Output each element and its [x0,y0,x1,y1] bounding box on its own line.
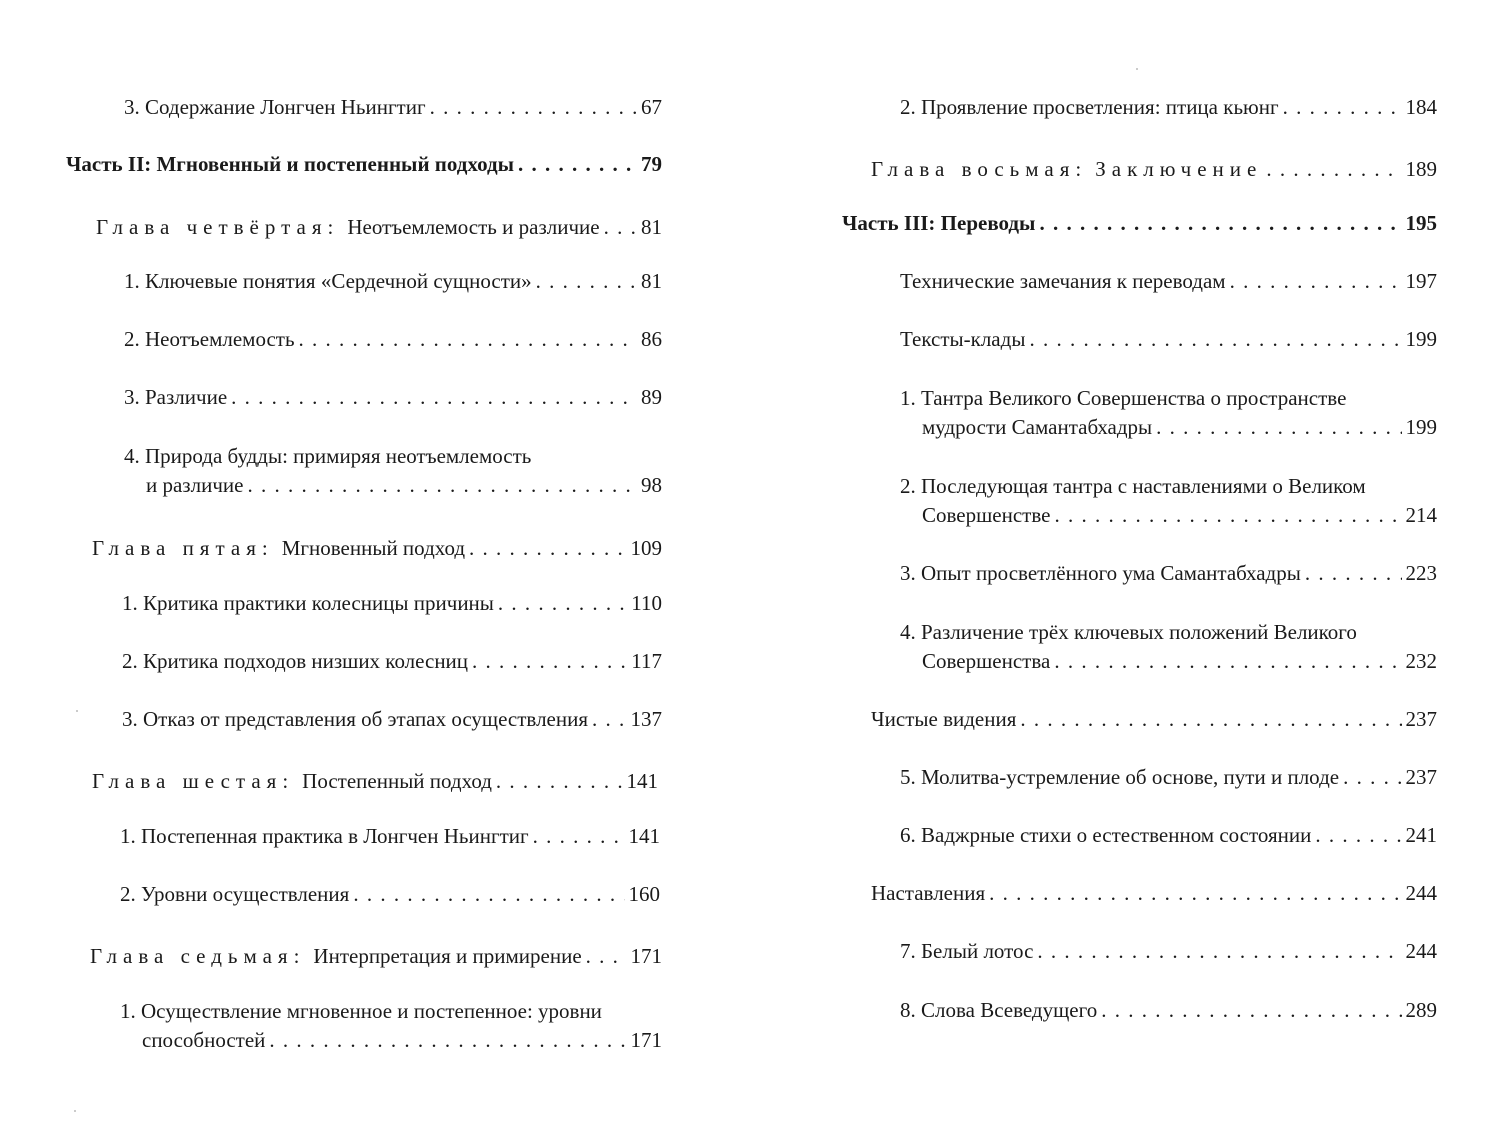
dot-leader [592,705,627,734]
dot-leader [231,383,637,412]
toc-entry[interactable] [900,996,1437,1025]
right-page [750,0,1500,1124]
dot-leader [1315,821,1401,850]
entry-title: 2. Критика подходов низших колесниц [122,649,469,673]
dot-leader [1230,267,1402,296]
part-title: Часть II: Мгновенный и постепенный подходы [66,152,515,176]
chapter-label: Глава шестая: [92,769,295,793]
toc-entry[interactable] [120,822,660,851]
page-number: 117 [631,649,662,673]
dot-leader [1266,155,1401,184]
toc-entry[interactable] [900,559,1437,588]
page-number: 98 [641,473,662,497]
entry-title-line: 1. Осуществление мгновенное и постепенное: уровни [120,999,602,1023]
toc-chapter-entry[interactable] [871,155,1437,184]
part-title: Часть III: Переводы [842,211,1036,235]
dot-leader [1156,413,1401,442]
dot-leader [1343,763,1401,792]
toc-part-entry[interactable] [842,209,1437,238]
dot-leader [472,647,627,676]
toc-entry[interactable] [900,937,1437,966]
page-number: 232 [1405,649,1437,673]
entry-title: 6. Ваджрные стихи о естественном состоянии [900,823,1312,847]
entry-title: Тексты-клады [900,327,1026,351]
toc-chapter-entry[interactable] [90,942,662,971]
toc-entry[interactable] [124,442,662,500]
dot-leader [247,471,637,500]
section-title: Чистые видения [871,707,1017,731]
entry-title-continuation: способностей [142,1028,266,1052]
dot-leader [1029,325,1401,354]
page-number: 81 [641,269,662,293]
page-number: 289 [1405,998,1437,1022]
dot-leader [536,267,637,296]
page-number: 171 [630,1028,662,1052]
chapter-label: Глава четвёртая: [96,215,340,239]
dot-leader [1039,209,1401,238]
entry-title: 1. Постепенная практика в Лонгчен Ньингтиг [120,824,529,848]
toc-entry[interactable] [900,472,1437,530]
dot-leader [518,150,637,179]
toc-chapter-entry[interactable] [92,534,662,563]
page-number: 160 [628,882,660,906]
dot-leader [1101,996,1401,1025]
toc-chapter-entry[interactable] [92,767,658,796]
page-number: 110 [631,591,662,615]
toc-entry[interactable] [124,383,662,412]
section-title: Наставления [871,881,986,905]
dot-leader [269,1026,626,1055]
page-number: 244 [1405,939,1437,963]
entry-title: 2. Неотъемлемость [124,327,295,351]
chapter-title: Заключение [1095,157,1263,181]
toc-entry[interactable] [122,647,662,676]
toc-entry[interactable] [900,325,1437,354]
toc-entry[interactable] [900,821,1437,850]
entry-title-line: 4. Природа будды: примиряя неотъемлемость [124,444,532,468]
dot-leader [430,93,637,122]
page-number: 137 [630,707,662,731]
dot-leader [533,822,625,851]
page-number: 197 [1405,269,1437,293]
chapter-label: Глава пятая: [92,536,274,560]
entry-title: 2. Проявление просветления: птица кьюнг [900,95,1279,119]
toc-entry[interactable] [900,763,1437,792]
entry-title: 3. Содержание Лонгчен Ньингтиг [124,95,426,119]
page-number: 241 [1405,823,1437,847]
toc-entry[interactable] [900,267,1437,296]
toc-entry[interactable] [900,618,1437,676]
page-number: 214 [1405,503,1437,527]
page-number: 199 [1405,415,1437,439]
page-number: 199 [1405,327,1437,351]
dot-leader [604,213,637,242]
page-number: 237 [1405,765,1437,789]
page-number: 195 [1405,211,1437,235]
dot-leader [299,325,637,354]
toc-section-entry[interactable] [871,879,1437,908]
page-number: 189 [1405,157,1437,181]
toc-entry[interactable] [124,267,662,296]
page-number: 81 [641,215,662,239]
chapter-title: Мгновенный подход [281,536,466,560]
page-number: 141 [628,824,660,848]
dot-leader [989,879,1401,908]
toc-entry[interactable] [122,589,662,618]
toc-part-entry[interactable] [66,150,662,179]
page-number: 67 [641,95,662,119]
entry-title-continuation: Совершенства [922,649,1051,673]
toc-section-entry[interactable] [871,705,1437,734]
entry-title: 2. Уровни осуществления [120,882,350,906]
toc-entry[interactable] [120,997,662,1055]
entry-title: 1. Критика практики колесницы причины [122,591,494,615]
dot-leader [469,534,626,563]
toc-entry[interactable] [900,384,1437,442]
dot-leader [1305,559,1402,588]
toc-entry[interactable] [120,880,660,909]
entry-title: 3. Опыт просветлённого ума Самантабхадры [900,561,1301,585]
entry-title-continuation: Совершенстве [922,503,1051,527]
page-number: 223 [1405,561,1437,585]
page-number: 171 [630,944,662,968]
toc-chapter-entry[interactable] [96,213,662,242]
scan-speck [1136,68,1138,70]
dot-leader [496,767,623,796]
scan-speck [76,710,78,712]
page-number: 109 [630,536,662,560]
dot-leader [1037,937,1401,966]
page-number: 79 [641,152,662,176]
chapter-label: Глава седьмая: [90,944,306,968]
entry-title: 3. Отказ от представления об этапах осуществления [122,707,588,731]
entry-title: 5. Молитва-устремление об основе, пути и плоде [900,765,1340,789]
page-number: 141 [626,769,658,793]
entry-title: Технические замечания к переводам [900,269,1226,293]
toc-entry[interactable] [124,325,662,354]
dot-leader [1054,501,1401,530]
chapter-title: Постепенный подход [302,769,492,793]
toc-entry[interactable] [122,705,662,734]
chapter-title: Неотъемлемость и различие [347,215,600,239]
page-number: 184 [1405,95,1437,119]
chapter-label: Глава восьмая: [871,157,1088,181]
entry-title: 3. Различие [124,385,228,409]
entry-title-continuation: и различие [146,473,244,497]
entry-title: 7. Белый лотос [900,939,1034,963]
page-number: 89 [641,385,662,409]
dot-leader [1283,93,1402,122]
toc-entry[interactable] [900,93,1437,122]
dot-leader [498,589,627,618]
page-number: 86 [641,327,662,351]
entry-title-line: 2. Последующая тантра с наставлениями о Великом [900,474,1366,498]
dot-leader [353,880,624,909]
entry-title-continuation: мудрости Самантабхадры [922,415,1153,439]
entry-title: 1. Ключевые понятия «Сердечной сущности» [124,269,532,293]
dot-leader [1054,647,1401,676]
dot-leader [586,942,627,971]
toc-entry[interactable] [124,93,662,122]
page-number: 244 [1405,881,1437,905]
chapter-title: Интерпретация и примирение [313,944,582,968]
scan-speck [74,1110,76,1112]
entry-title: 8. Слова Всеведущего [900,998,1098,1022]
entry-title-line: 4. Различение трёх ключевых положений Великого [900,620,1357,644]
page-number: 237 [1405,707,1437,731]
dot-leader [1020,705,1401,734]
entry-title-line: 1. Тантра Великого Совершенства о пространстве [900,386,1347,410]
